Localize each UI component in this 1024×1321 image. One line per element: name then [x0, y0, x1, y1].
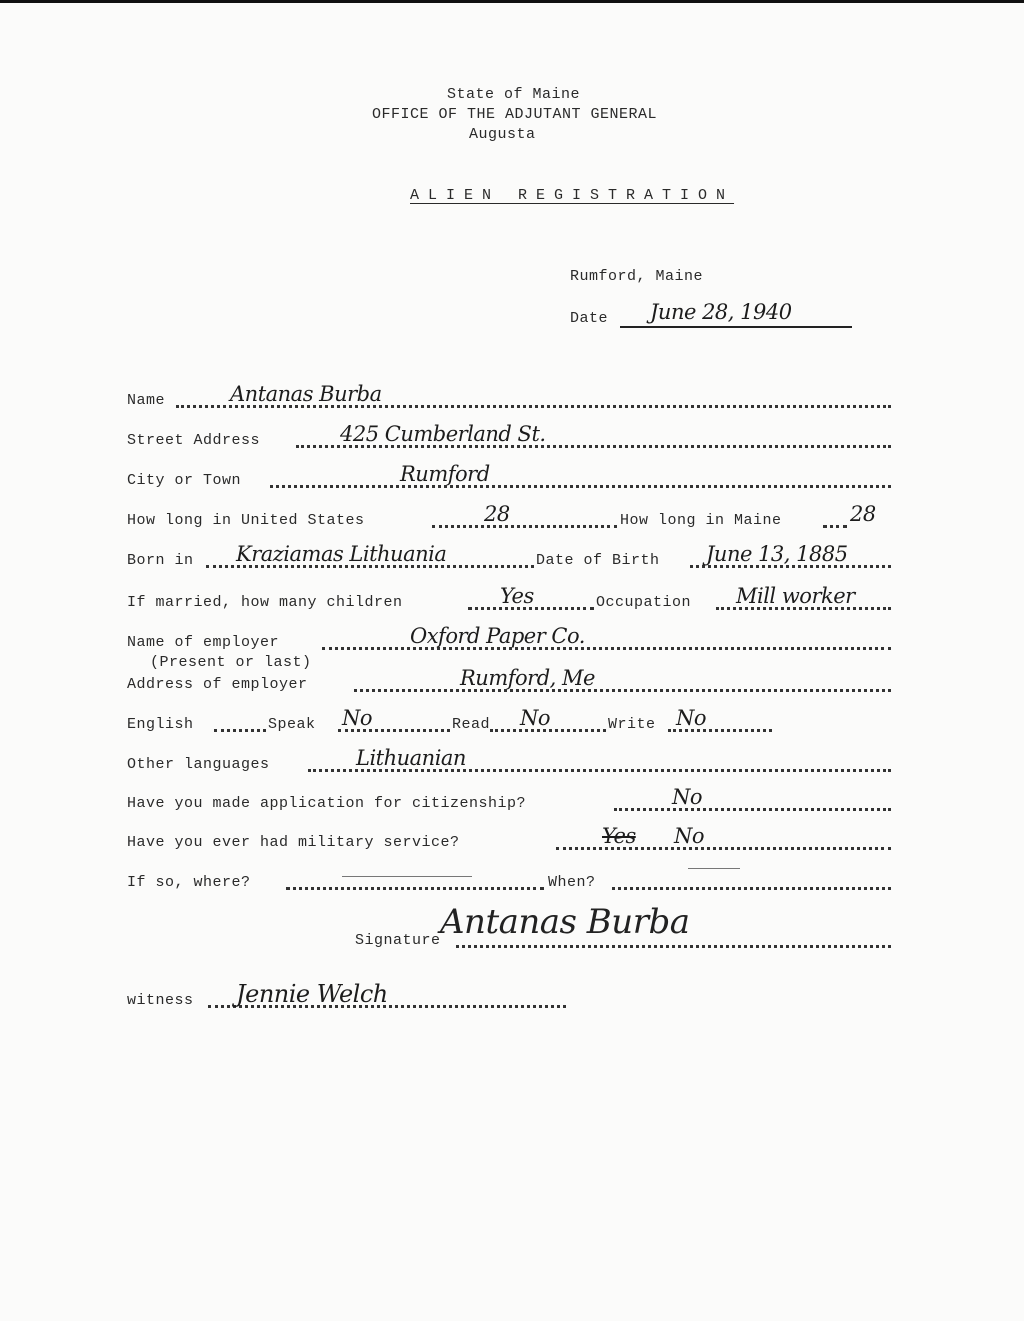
military-struck-value: Yes [602, 824, 636, 848]
children-value: Yes [500, 584, 534, 608]
where-leader [286, 883, 544, 890]
us-years-label: How long in United States [127, 512, 365, 529]
occupation-value: Mill worker [736, 584, 855, 608]
born-value: Kraziamas Lithuania [236, 542, 447, 566]
header-city: Augusta [469, 126, 536, 143]
citizenship-value: No [672, 785, 703, 809]
where-dash [342, 876, 472, 877]
occupation-label: Occupation [596, 594, 692, 611]
date-label: Date [570, 310, 609, 327]
header-office: OFFICE OF THE ADJUTANT GENERAL [372, 106, 658, 123]
other-languages-label: Other languages [127, 756, 270, 773]
employer-address-leader [354, 685, 891, 692]
street-value: 425 Cumberland St. [340, 422, 546, 446]
military-value: No [674, 824, 705, 848]
us-years-leader [432, 521, 617, 528]
header-state: State of Maine [447, 86, 581, 103]
employer-value: Oxford Paper Co. [410, 624, 585, 648]
where-label: If so, where? [127, 874, 251, 891]
date-value: June 28, 1940 [650, 300, 792, 324]
name-value: Antanas Burba [230, 382, 382, 406]
when-leader [612, 883, 891, 890]
place: Rumford, Maine [570, 268, 704, 285]
me-years-leader [823, 521, 847, 528]
witness-value: Jennie Welch [236, 980, 388, 1008]
witness-label: witness [127, 992, 194, 1009]
employer-label: Name of employer [127, 634, 280, 651]
name-label: Name [127, 392, 166, 409]
english-label: English [127, 716, 194, 733]
city-label: City or Town [127, 472, 242, 489]
write-label: Write [608, 716, 656, 733]
us-years-value: 28 [484, 502, 510, 526]
signature-leader [456, 941, 891, 948]
citizenship-label: Have you made application for citizenship? [127, 795, 527, 812]
city-value: Rumford [400, 462, 490, 486]
employer-sublabel: (Present or last) [150, 654, 312, 671]
born-label: Born in [127, 552, 194, 569]
me-years-value: 28 [850, 502, 876, 526]
write-value: No [676, 706, 707, 730]
military-label: Have you ever had military service? [127, 834, 460, 851]
city-leader [270, 481, 891, 488]
me-years-label: How long in Maine [620, 512, 782, 529]
form-title: ALIEN REGISTRATION [410, 187, 735, 204]
when-label: When? [548, 874, 596, 891]
scan-border [0, 0, 1024, 3]
employer-leader [322, 643, 891, 650]
dob-value: June 13, 1885 [706, 542, 848, 566]
signature-value: Antanas Burba [440, 902, 690, 942]
when-dash [688, 868, 740, 869]
other-languages-value: Lithuanian [356, 746, 466, 770]
citizenship-leader [614, 804, 891, 811]
date-line [620, 326, 852, 328]
speak-label: Speak [268, 716, 316, 733]
read-value: No [520, 706, 551, 730]
english-leader [214, 725, 266, 732]
employer-address-label: Address of employer [127, 676, 308, 693]
dob-label: Date of Birth [536, 552, 660, 569]
employer-address-value: Rumford, Me [460, 666, 595, 690]
read-label: Read [452, 716, 491, 733]
street-label: Street Address [127, 432, 261, 449]
children-label: If married, how many children [127, 594, 403, 611]
signature-label: Signature [355, 932, 441, 949]
speak-value: No [342, 706, 373, 730]
